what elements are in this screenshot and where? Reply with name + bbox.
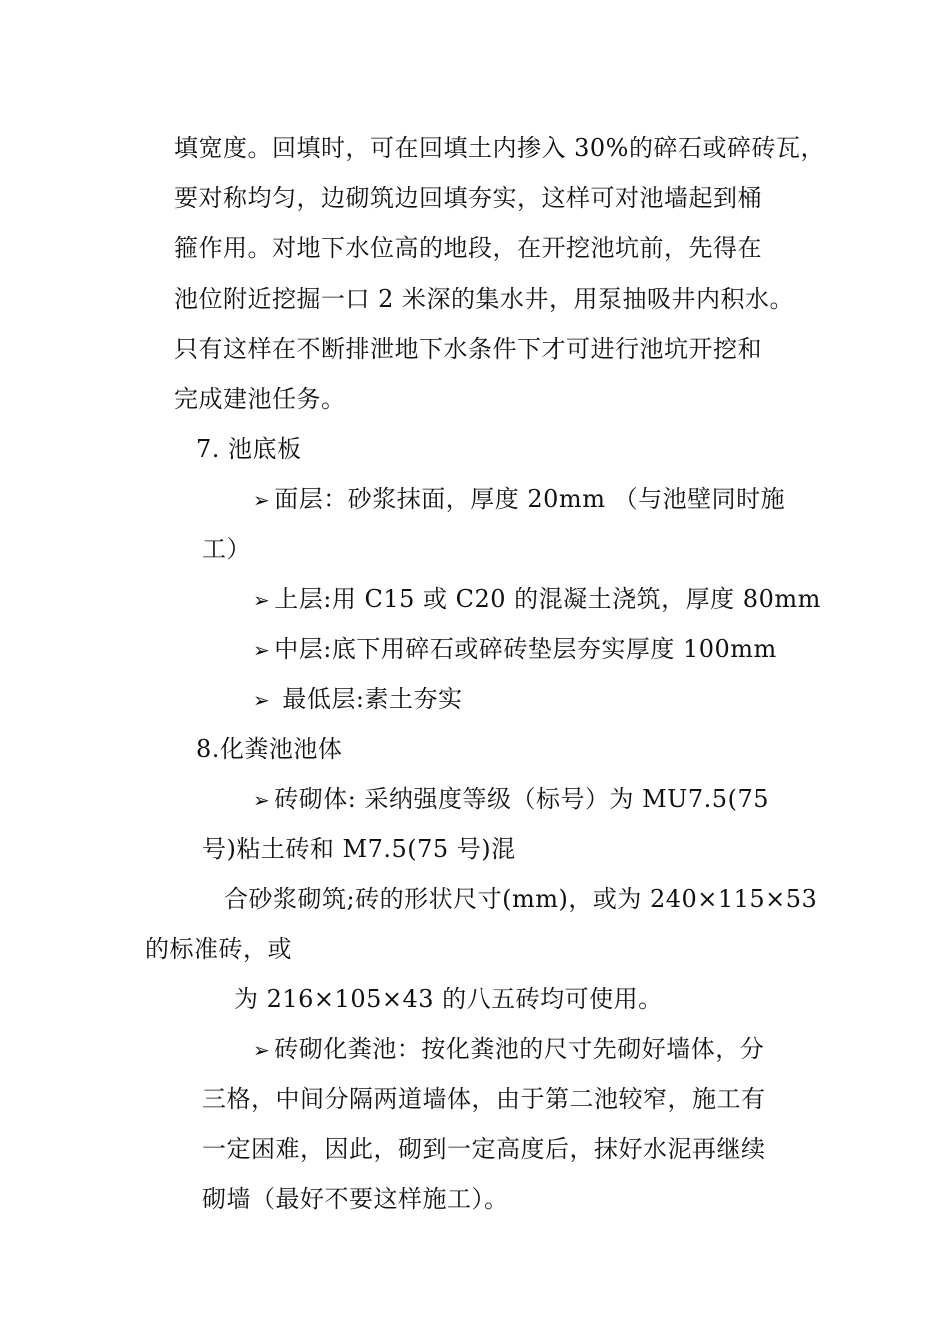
bullet-text: 砖砌体: 采纳强度等级（标号）为 MU7.5(75 [274, 785, 769, 813]
bullet-continuation: 的标准砖，或 [145, 935, 292, 963]
paragraph-line: 要对称均匀，边砌筑边回填夯实，这样可对池墙起到桶 [174, 184, 762, 212]
bullet-continuation: 一定困难，因此，砌到一定高度后，抹好水泥再继续 [202, 1135, 766, 1163]
paragraph-line: 池位附近挖掘一口 2 米深的集水井，用泵抽吸井内积水。 [174, 285, 795, 313]
bullet-continuation: 号)粘土砖和 M7.5(75 号)混 [202, 835, 516, 863]
bullet-item-middle-layer [253, 633, 777, 666]
paragraph-line: 只有这样在不断排泄地下水条件下才可进行池坑开挖和 [174, 335, 762, 363]
arrow-bullet-icon: ➢ [253, 488, 271, 512]
bullet-continuation: 三格，中间分隔两道墙体，由于第二池较窄，施工有 [202, 1085, 766, 1113]
bullet-continuation: 工） [202, 535, 251, 563]
bullet-continuation: 合砂浆砌筑;砖的形状尺寸(mm)，或为 240×115×53 [224, 885, 818, 913]
bullet-text: 面层：砂浆抹面，厚度 20mm （与池壁同时施 [274, 485, 786, 513]
bullet-text: 砖砌化粪池：按化粪池的尺寸先砌好墙体，分 [274, 1035, 765, 1063]
bullet-item-brick-masonry [253, 783, 769, 816]
section-heading-7: 7. 池底板 [196, 435, 302, 463]
bullet-text: 最低层:素土夯实 [274, 685, 463, 713]
bullet-text: 上层:用 C15 或 C20 的混凝土浇筑，厚度 80mm [274, 585, 821, 613]
section-heading-8: 8.化粪池池体 [196, 735, 343, 763]
paragraph-line: 填宽度。回填时，可在回填土内掺入 30%的碎石或碎砖瓦， [174, 134, 825, 162]
arrow-bullet-icon: ➢ [253, 638, 271, 662]
arrow-bullet-icon: ➢ [253, 688, 271, 712]
paragraph-line: 箍作用。对地下水位高的地段，在开挖池坑前，先得在 [174, 234, 762, 262]
bullet-continuation: 砌墙（最好不要这样施工）。 [202, 1185, 509, 1213]
paragraph-line: 完成建池任务。 [174, 385, 346, 413]
arrow-bullet-icon: ➢ [253, 588, 271, 612]
bullet-item-bottom-layer [253, 683, 462, 716]
bullet-continuation: 为 216×105×43 的八五砖均可使用。 [234, 985, 663, 1013]
bullet-item-brick-septic-tank [253, 1033, 764, 1066]
bullet-item-surface-layer [253, 483, 785, 516]
bullet-item-upper-layer [253, 583, 821, 616]
arrow-bullet-icon: ➢ [253, 1038, 271, 1062]
arrow-bullet-icon: ➢ [253, 788, 271, 812]
bullet-text: 中层:底下用碎石或碎砖垫层夯实厚度 100mm [274, 635, 777, 663]
